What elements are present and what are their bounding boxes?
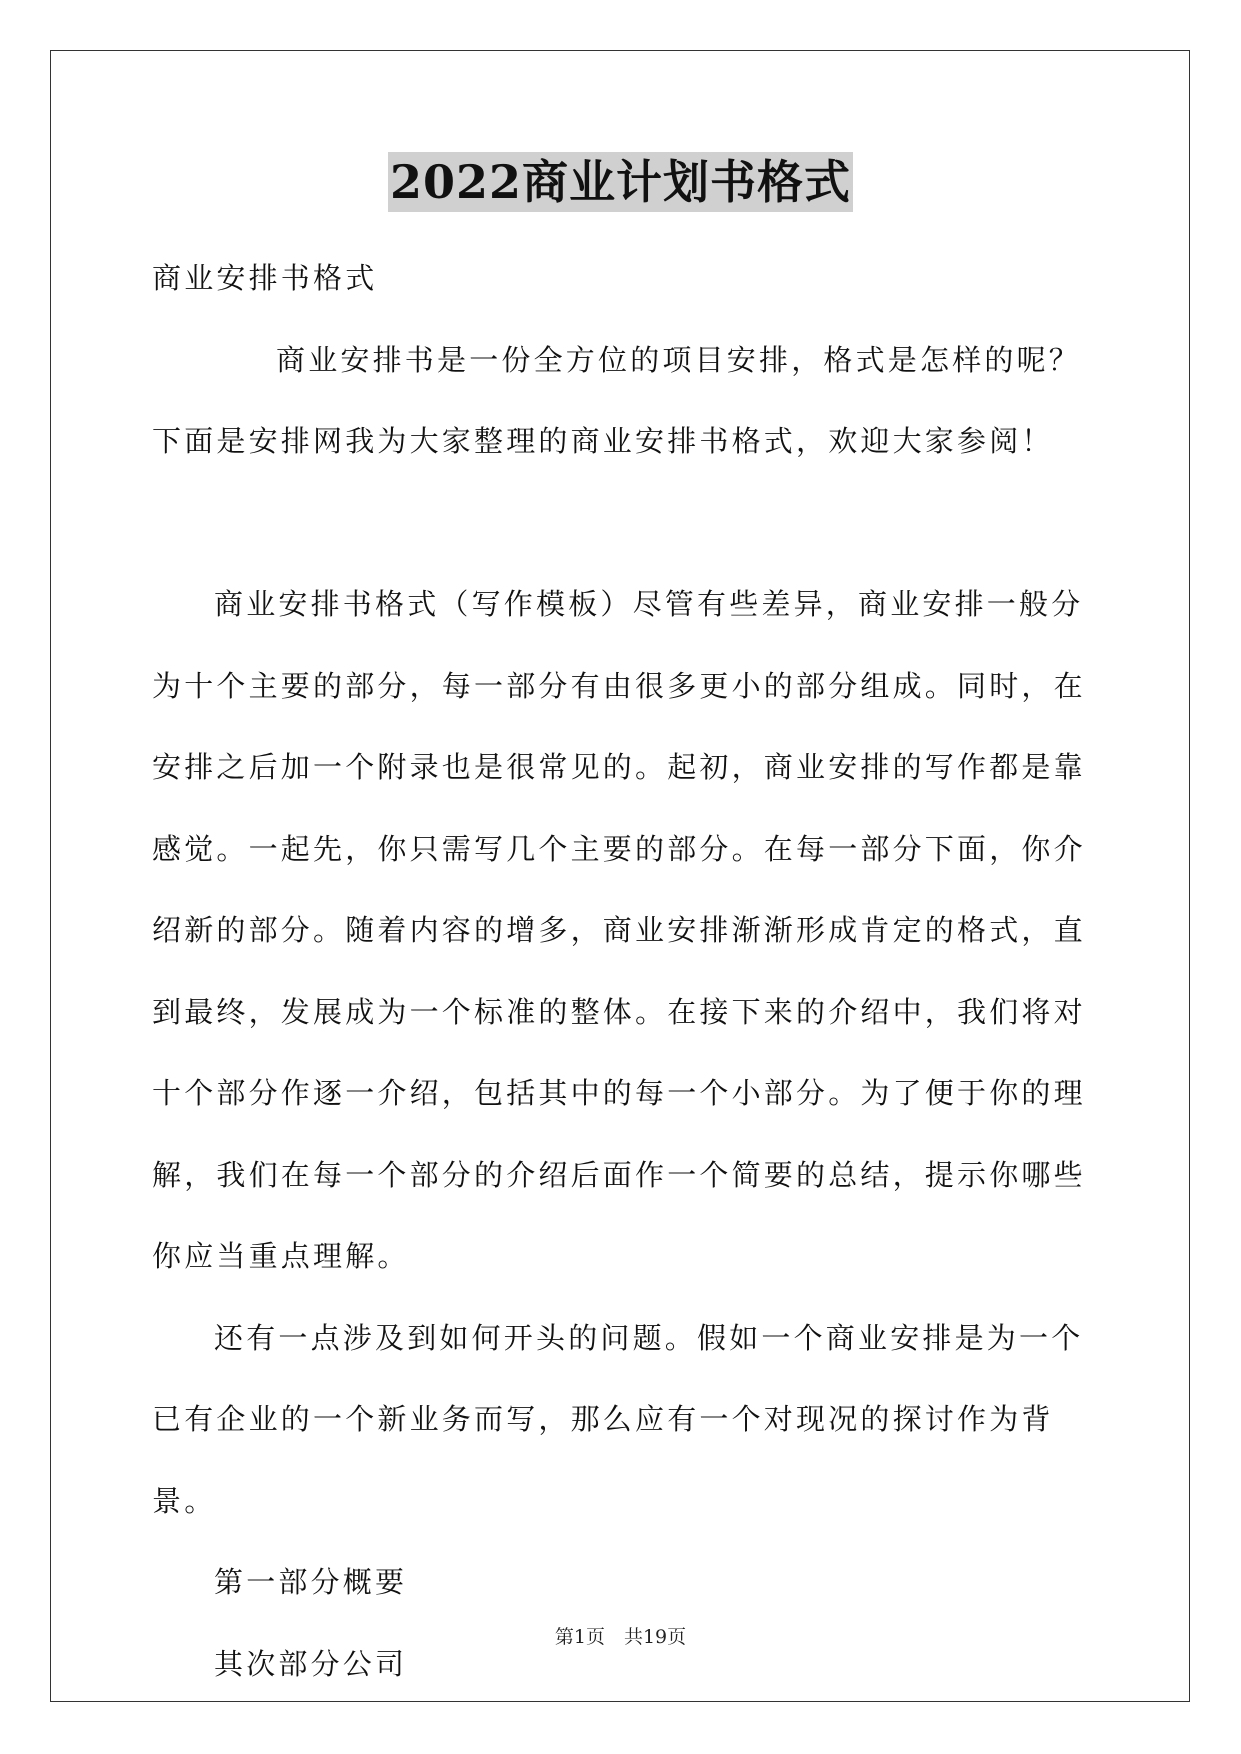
section-heading: 第一部分概要 bbox=[214, 1565, 408, 1599]
section-heading: 其次部分公司 bbox=[214, 1646, 408, 1681]
page-number: 第1页 共19页 bbox=[554, 1626, 687, 1648]
intro-paragraph: 商业安排书是一份全方位的项目安排，格式是怎样的呢？下面是安排网我为大家整理的商业安排书格式，欢迎大家参阅！ bbox=[152, 342, 1082, 458]
body-paragraph: 还有一点涉及到如何开头的问题。假如一个商业安排是为一个已有企业的一个新业务而写，那么应有一个对现况的探讨作为背景。 bbox=[152, 1320, 1084, 1518]
document-title-wrap bbox=[0, 152, 1241, 212]
body-paragraph: 商业安排书格式（写作模板）尽管有些差异，商业安排一般分为十个主要的部分，每一部分有由很多更小的部分组成。同时，在安排之后加一个附录也是很常见的。起初，商业安排的写作都是靠感觉。一起先，你只需写几个主要的部分。在每一部分下面，你介绍新的部分。随着内容的增多，商业安排渐渐形成肯定的格式，直到最终，发展成为一个标准的整体。在接下来的介绍中，我们将对十个部分作逐一介绍，包括其中的每一个小部分。为了便于你的理解，我们在每一个部分的介绍后面作一个简要的总结，提示你哪些你应当重点理解。 bbox=[152, 587, 1086, 1273]
document-body bbox=[152, 238, 1092, 1705]
page-footer bbox=[0, 1622, 1241, 1649]
document-title: 2022商业计划书格式 bbox=[388, 152, 853, 212]
spacer bbox=[152, 483, 1092, 565]
document-subtitle: 商业安排书格式 bbox=[152, 261, 378, 295]
